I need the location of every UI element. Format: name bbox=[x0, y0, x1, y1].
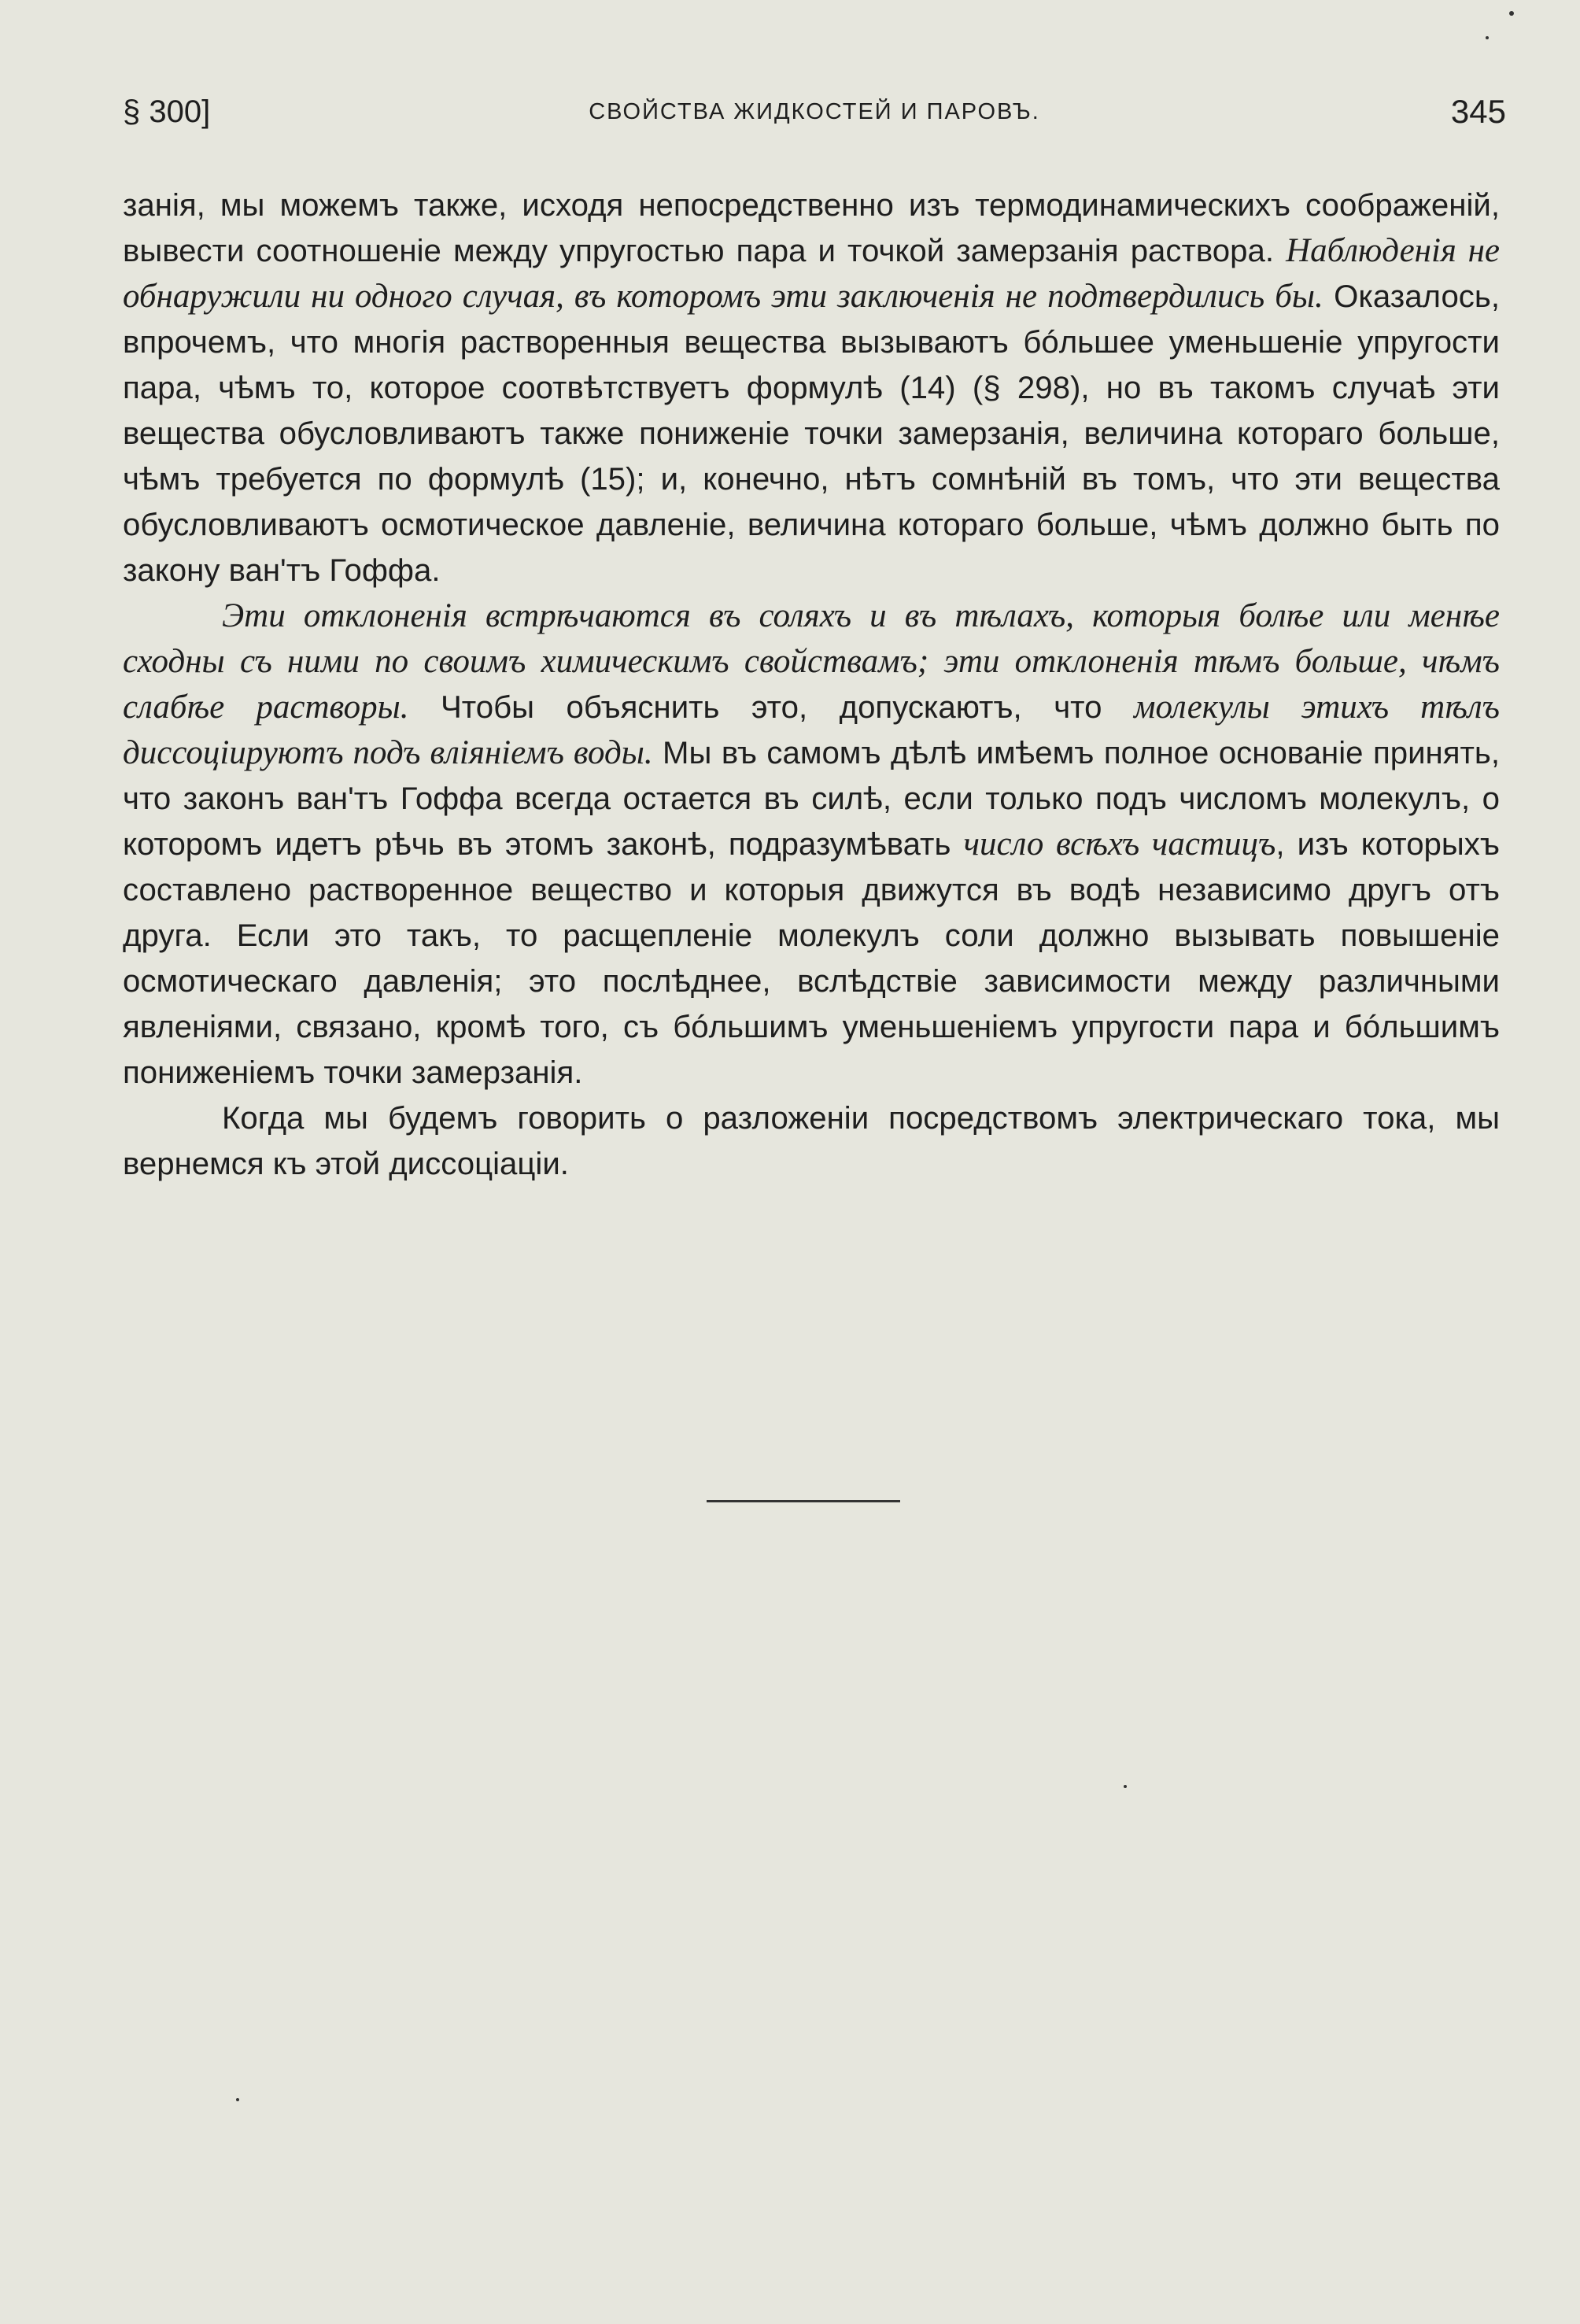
paragraph-text: Чтобы объяснить это, допускаютъ, что bbox=[408, 689, 1134, 725]
paragraph-2 bbox=[123, 593, 1500, 1095]
section-reference: § 300] bbox=[123, 94, 211, 129]
paragraph-text: Когда мы будемъ говорить о разложеніи посредствомъ электрическаго тока, мы вернемся къ этой диссоціаціи. bbox=[123, 1100, 1500, 1181]
emphasis-text: Наблюденія не обнаружили ни одного случая, въ которомъ эти заключенія не подтвердились бы. bbox=[123, 232, 1500, 315]
paragraph-1 bbox=[123, 183, 1500, 593]
print-speck bbox=[1124, 1785, 1127, 1788]
emphasis-text: Эти отклоненія встрѣчаются въ соляхъ и въ тѣлахъ, которыя болѣе или менѣе сходны съ ними по своимъ химическимъ свойствамъ; эти отклоненія тѣмъ больше, чѣмъ слабѣе растворы. bbox=[123, 597, 1500, 726]
running-title: СВОЙСТВА ЖИДКОСТЕЙ И ПАРОВЪ. bbox=[589, 99, 1040, 124]
body-text bbox=[123, 183, 1500, 1187]
running-header bbox=[123, 88, 1506, 135]
emphasis-text: молекулы этихъ тѣлъ диссоціируютъ подъ вліяніемъ воды. bbox=[123, 689, 1500, 771]
end-rule bbox=[707, 1500, 900, 1502]
emphasis-text: число всѣхъ частицъ bbox=[963, 826, 1276, 863]
paragraph-text: Мы въ самомъ дѣлѣ имѣемъ полное основаніе принять, что законъ ван'тъ Гоффа всегда остается въ силѣ, если только подъ числомъ молекулъ, о которомъ идетъ рѣчь въ этомъ законѣ, подразумѣвать bbox=[123, 735, 1500, 862]
print-speck bbox=[1486, 36, 1489, 39]
paragraph-text: занія, мы можемъ также, исходя непосредственно изъ термодинамическихъ соображеній, вывести соотношеніе между упругостью пара и точкой замерзанія раствора. bbox=[123, 187, 1500, 268]
page-number: 345 bbox=[1450, 93, 1506, 130]
paragraph-text: Оказалось, впрочемъ, что многія растворенныя вещества вызываютъ бóльшее уменьшеніе упругости пара, чѣмъ то, которое соотвѣтствуетъ формулѣ (14) (§ 298), но въ такомъ случаѣ эти вещества обусловливаютъ также пониженіе точки замерзанія, величина котораго больше, чѣмъ требуется по формулѣ (15); и, конечно, нѣтъ сомнѣній въ томъ, что эти вещества обусловливаютъ осмотическое давленіе, величина котораго больше, чѣмъ должно быть по закону ван'тъ Гоффа. bbox=[123, 279, 1500, 588]
print-speck bbox=[1509, 11, 1514, 16]
paragraph-3 bbox=[123, 1095, 1500, 1187]
print-speck bbox=[236, 2098, 239, 2101]
paragraph-text: , изъ которыхъ составлено растворенное вещество и которыя движутся въ водѣ независимо другъ отъ друга. Если это такъ, то расщепленіе молекулъ соли должно вызывать повышеніе осмотическаго давленія; это послѣднее, вслѣдствіе зависимости между различными явленіями, связано, кромѣ того, съ бóльшимъ уменьшеніемъ упругости пара и бóльшимъ пониженіемъ точки замерзанія. bbox=[123, 826, 1501, 1090]
